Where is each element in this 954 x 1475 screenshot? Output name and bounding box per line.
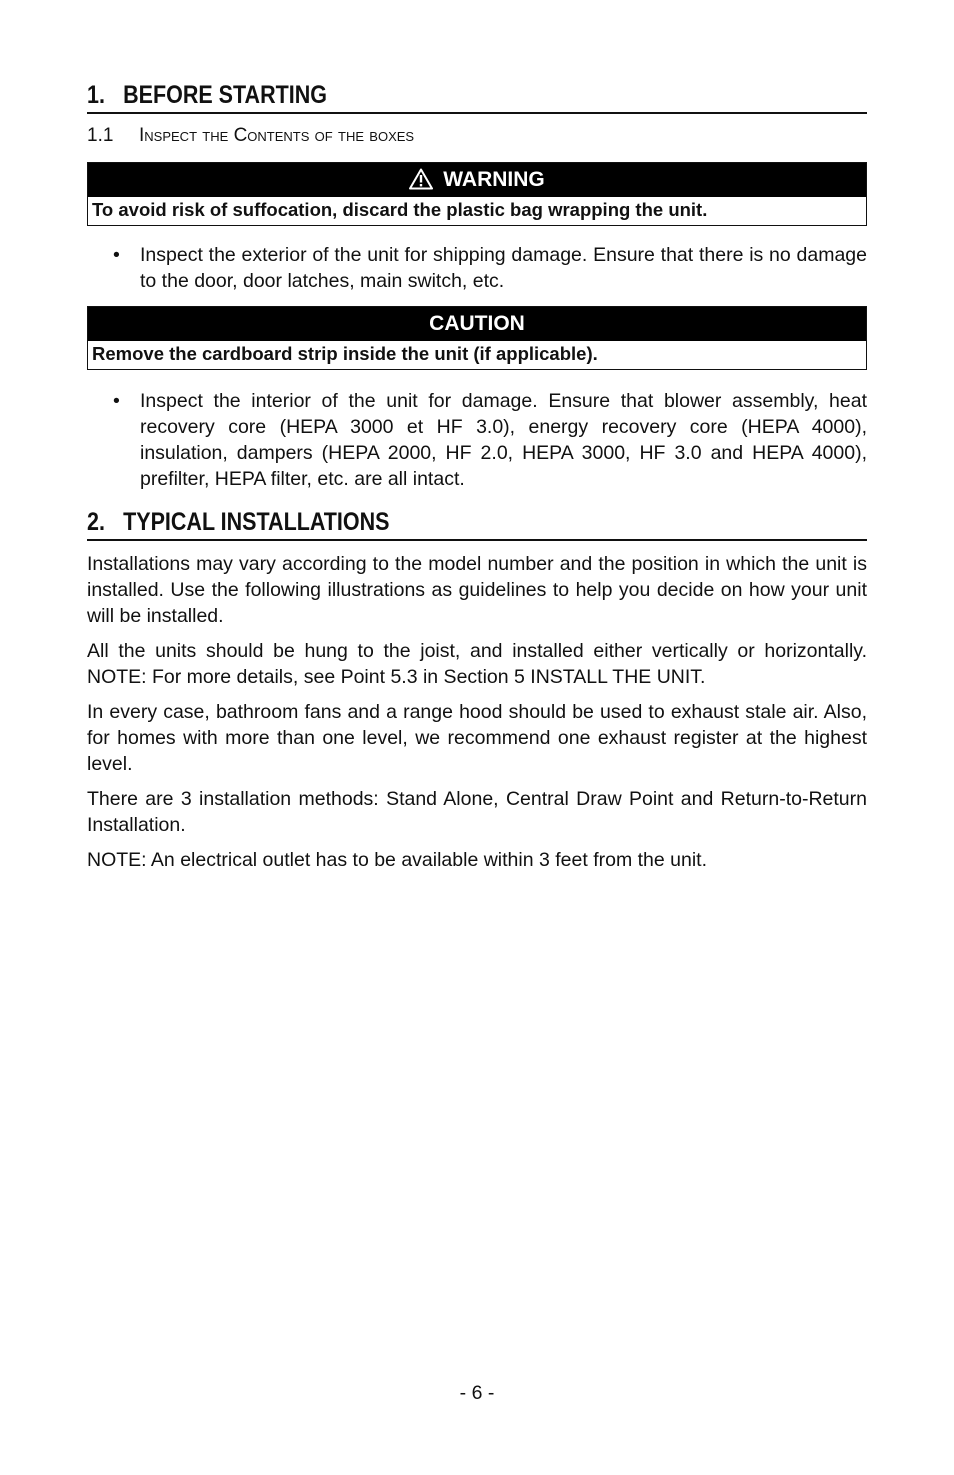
paragraph: Installations may vary according to the model number and the position in which the unit is installed. Use the following illustrations as guidelines to help you decide on how your unit will be installed. xyxy=(87,553,867,627)
section-title: BEFORE STARTING xyxy=(123,81,327,109)
bullet-text: Inspect the interior of the unit for damage. Ensure that blower assembly, heat recovery core (HEPA 3000 et HF 3.0), energy recovery core (HEPA 4000), insulation, dampers (HEPA 2000, HF 2.0, HEPA 3000, HF 3.0 and HEPA 4000), prefilter, HEPA filter, etc. are all intact. xyxy=(140,390,867,490)
page-number: - 6 - xyxy=(459,1382,495,1404)
section-1-heading xyxy=(87,80,867,114)
paragraph: In every case, bathroom fans and a range hood should be used to exhaust stale air. Also, for homes with more than one level, we recommend one exhaust register at the highest level. xyxy=(87,701,867,775)
section-title: TYPICAL INSTALLATIONS xyxy=(123,508,390,536)
list-item xyxy=(87,388,867,492)
warning-triangle-icon xyxy=(409,168,433,190)
section-2-heading xyxy=(87,507,867,541)
warning-label: WARNING xyxy=(443,168,545,191)
caution-bar xyxy=(88,307,866,341)
section-number: 1. xyxy=(87,81,105,109)
subsection-heading xyxy=(87,123,867,149)
subsection-number: 1.1 xyxy=(87,125,114,146)
paragraph: NOTE: An electrical outlet has to be available within 3 feet from the unit. xyxy=(87,849,707,871)
caution-label: CAUTION xyxy=(429,312,525,335)
document-page xyxy=(87,80,867,873)
caution-box xyxy=(87,306,867,370)
list-item xyxy=(87,242,867,294)
subsection-title: Inspect the Contents of the boxes xyxy=(139,125,415,146)
warning-box xyxy=(87,162,867,226)
bullet-text: Inspect the exterior of the unit for shipping damage. Ensure that there is no damage to the door, door latches, main switch, etc. xyxy=(140,244,867,292)
paragraph: All the units should be hung to the joist, and installed either vertically or horizontally. NOTE: For more details, see Point 5.3 in Section 5 INSTALL THE UNIT. xyxy=(87,640,867,688)
bullet-icon: • xyxy=(113,244,120,266)
caution-message: Remove the cardboard strip inside the unit (if applicable). xyxy=(92,343,598,364)
warning-bar xyxy=(88,163,866,197)
bullet-icon: • xyxy=(113,390,120,412)
section-number: 2. xyxy=(87,508,105,536)
warning-message: To avoid risk of suffocation, discard the plastic bag wrapping the unit. xyxy=(92,199,708,220)
paragraph: There are 3 installation methods: Stand Alone, Central Draw Point and Return-to-Return Installation. xyxy=(87,788,867,836)
